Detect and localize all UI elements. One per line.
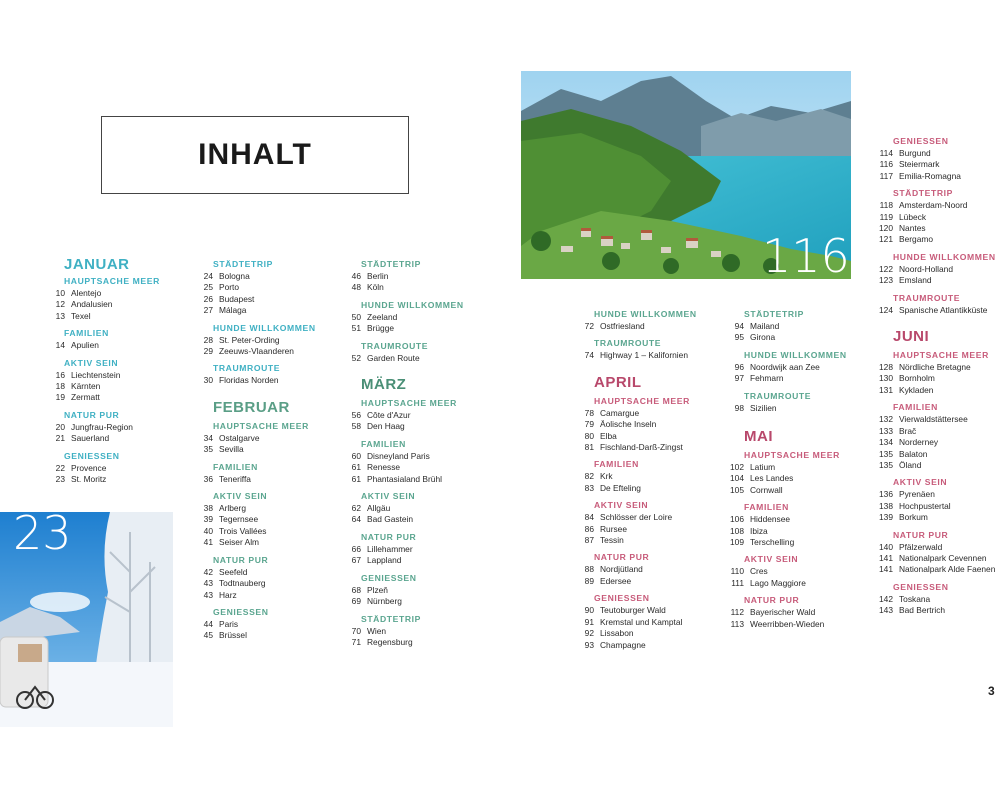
- list-item[interactable]: 35 Sevilla: [203, 444, 244, 455]
- category-heading: NATUR PUR: [361, 531, 417, 542]
- list-item[interactable]: 132 Vierwaldstättersee: [879, 414, 968, 425]
- list-item[interactable]: 69 Nürnberg: [351, 596, 402, 607]
- category-heading: FAMILIEN: [213, 461, 258, 472]
- category-heading: STÄDTETRIP: [361, 613, 421, 624]
- list-item[interactable]: 133 Brač: [879, 425, 917, 436]
- category-heading: TRAUMROUTE: [893, 292, 961, 303]
- month-heading: APRIL: [594, 373, 642, 391]
- list-item[interactable]: 140 Pfälzerwald: [879, 541, 943, 552]
- list-item[interactable]: 109 Terschelling: [730, 537, 795, 548]
- list-item[interactable]: 88 Nordjütland: [584, 564, 643, 575]
- page-title: INHALT: [198, 138, 312, 171]
- list-item[interactable]: 93 Champagne: [584, 639, 646, 650]
- category-heading: STÄDTETRIP: [213, 259, 273, 269]
- list-item[interactable]: 72 Ostfriesland: [584, 321, 645, 331]
- list-item[interactable]: 131 Kykladen: [879, 384, 934, 395]
- list-item[interactable]: 94 Mailand: [734, 321, 780, 331]
- list-item[interactable]: 123 Emsland: [879, 275, 932, 286]
- month-heading: JUNI: [893, 328, 930, 346]
- category-heading: GENIESSEN: [213, 606, 269, 617]
- list-item[interactable]: 28 St. Peter-Ording: [203, 334, 280, 345]
- list-item[interactable]: 141 Nationalpark Alde Faenen: [879, 564, 996, 575]
- list-item[interactable]: 67 Lappland: [351, 555, 402, 566]
- list-item[interactable]: 134 Norderney: [879, 437, 939, 448]
- category-heading: HUNDE WILLKOMMEN: [361, 299, 464, 310]
- list-item[interactable]: 87 Tessin: [584, 535, 624, 546]
- list-item[interactable]: 29 Zeeuws-Vlaanderen: [203, 346, 294, 357]
- list-item[interactable]: 21 Sauerland: [55, 433, 110, 444]
- category-heading: STÄDTETRIP: [361, 259, 421, 269]
- category-heading: NATUR PUR: [213, 554, 269, 565]
- list-item[interactable]: 86 Rursee: [584, 523, 627, 534]
- list-item[interactable]: 114 Burgund: [879, 148, 931, 158]
- list-item[interactable]: 112 Bayerischer Wald: [730, 607, 816, 618]
- category-heading: AKTIV SEIN: [64, 357, 119, 368]
- list-item[interactable]: 12 Andalusien: [55, 299, 113, 310]
- list-item[interactable]: 135 Öland: [879, 459, 922, 470]
- list-item[interactable]: 82 Krk: [584, 471, 613, 482]
- list-item[interactable]: 89 Edersee: [584, 575, 632, 586]
- list-item[interactable]: 44 Paris: [203, 618, 239, 629]
- list-item[interactable]: 84 Schlösser der Loire: [584, 512, 673, 523]
- list-item[interactable]: 20 Jungfrau-Region: [55, 421, 133, 432]
- lake-photo-number: 116: [762, 229, 850, 283]
- list-item[interactable]: 18 Kärnten: [55, 381, 101, 392]
- list-item[interactable]: 106 Hiddensee: [730, 514, 791, 525]
- list-item[interactable]: 19 Zermatt: [55, 392, 100, 403]
- list-item[interactable]: 22 Provence: [55, 462, 107, 473]
- category-heading: FAMILIEN: [361, 438, 406, 449]
- list-item[interactable]: 96 Noordwijk aan Zee: [734, 361, 820, 372]
- category-heading: NATUR PUR: [594, 552, 650, 563]
- category-heading: GENIESSEN: [361, 572, 417, 583]
- list-item[interactable]: 40 Trois Vallées: [203, 525, 267, 536]
- list-item[interactable]: 26 Budapest: [203, 293, 255, 304]
- list-item[interactable]: 124 Spanische Atlantikküste: [879, 304, 988, 315]
- list-item[interactable]: 95 Girona: [734, 332, 776, 343]
- list-item[interactable]: 118 Amsterdam-Noord: [879, 200, 968, 211]
- list-item[interactable]: 71 Regensburg: [351, 636, 413, 647]
- list-item[interactable]: 27 Málaga: [203, 305, 247, 316]
- toc-column-6: [866, 136, 996, 617]
- list-item[interactable]: 43 Todtnauberg: [203, 578, 266, 589]
- list-item[interactable]: 14 Apulien: [55, 340, 99, 351]
- toc-column-1: [44, 256, 160, 485]
- list-item[interactable]: 139 Borkum: [879, 512, 928, 523]
- list-item[interactable]: 91 Kremstal und Kamptal: [584, 616, 683, 627]
- list-item[interactable]: 10 Alentejo: [55, 288, 102, 298]
- list-item[interactable]: 38 Arlberg: [203, 503, 246, 514]
- category-heading: TRAUMROUTE: [213, 363, 281, 374]
- list-item[interactable]: 36 Teneriffa: [203, 473, 251, 484]
- list-item[interactable]: 45 Brüssel: [203, 630, 247, 641]
- list-item[interactable]: 102 Latium: [730, 462, 776, 473]
- list-item[interactable]: 113 Weerribben-Wieden: [730, 618, 825, 629]
- list-item[interactable]: 41 Seiser Alm: [203, 537, 260, 548]
- list-item[interactable]: 135 Balaton: [879, 448, 928, 459]
- list-item[interactable]: 138 Hochpustertal: [879, 500, 951, 511]
- list-item[interactable]: 64 Bad Gastein: [351, 514, 414, 525]
- list-item[interactable]: 39 Tegernsee: [203, 514, 259, 525]
- list-item[interactable]: 81 Fischland-Darß-Zingst: [584, 442, 683, 453]
- category-heading: HAUPTSACHE MEER: [213, 420, 309, 431]
- title-box: [101, 116, 409, 194]
- category-heading: HUNDE WILLKOMMEN: [213, 322, 316, 333]
- category-heading: HAUPTSACHE MEER: [361, 398, 457, 409]
- list-item[interactable]: 16 Liechtenstein: [55, 369, 121, 380]
- list-item[interactable]: 121 Bergamo: [879, 234, 933, 245]
- list-item[interactable]: 110 Cres: [730, 566, 768, 577]
- category-heading: STÄDTETRIP: [893, 188, 953, 199]
- page-number: 3: [988, 684, 995, 698]
- category-heading: NATUR PUR: [64, 409, 120, 420]
- list-item[interactable]: 79 Äolische Inseln: [584, 419, 657, 430]
- category-heading: TRAUMROUTE: [361, 340, 429, 351]
- toc-column-3: [340, 259, 464, 648]
- category-heading: AKTIV SEIN: [594, 500, 649, 511]
- category-heading: GENIESSEN: [594, 593, 650, 604]
- category-heading: HAUPTSACHE MEER: [594, 395, 690, 406]
- list-item[interactable]: 108 Ibiza: [730, 525, 768, 536]
- list-item[interactable]: 120 Nantes: [879, 223, 926, 234]
- list-item[interactable]: 104 Les Landes: [730, 473, 794, 484]
- category-heading: FAMILIEN: [893, 402, 938, 413]
- list-item[interactable]: 68 Plzeň: [351, 584, 388, 595]
- month-heading: FEBRUAR: [213, 398, 290, 416]
- list-item[interactable]: 43 Harz: [203, 589, 237, 600]
- category-heading: TRAUMROUTE: [744, 390, 812, 401]
- category-heading: GENIESSEN: [64, 450, 120, 461]
- list-item[interactable]: 51 Brügge: [351, 323, 395, 334]
- list-item[interactable]: 24 Bologna: [203, 271, 250, 281]
- list-item[interactable]: 122 Noord-Holland: [879, 263, 953, 274]
- list-item[interactable]: 117 Emilia-Romagna: [879, 170, 961, 181]
- list-item[interactable]: 128 Nördliche Bretagne: [879, 362, 971, 373]
- list-item[interactable]: 97 Fehmarn: [734, 373, 784, 384]
- list-item[interactable]: 90 Teutoburger Wald: [584, 605, 666, 616]
- list-item[interactable]: 116 Steiermark: [879, 159, 940, 170]
- category-heading: FAMILIEN: [64, 328, 109, 339]
- category-heading: GENIESSEN: [893, 136, 949, 146]
- list-item[interactable]: 98 Sizilien: [734, 402, 777, 413]
- list-item[interactable]: 13 Texel: [55, 310, 91, 321]
- list-item[interactable]: 61 Phantasialand Brühl: [351, 473, 442, 484]
- category-heading: HUNDE WILLKOMMEN: [893, 251, 996, 262]
- toc-column-5: [717, 309, 847, 630]
- month-heading: MÄRZ: [361, 376, 407, 394]
- list-item[interactable]: 141 Nationalpark Cevennen: [879, 552, 987, 563]
- list-item[interactable]: 83 De Efteling: [584, 482, 641, 493]
- category-heading: NATUR PUR: [744, 595, 800, 606]
- list-item[interactable]: 62 Allgäu: [351, 503, 391, 514]
- list-item[interactable]: 80 Elba: [584, 430, 617, 441]
- category-heading: HAUPTSACHE MEER: [64, 276, 160, 286]
- category-heading: GENIESSEN: [893, 581, 949, 592]
- category-heading: AKTIV SEIN: [213, 491, 268, 502]
- list-item[interactable]: 119 Lübeck: [879, 211, 927, 222]
- category-heading: FAMILIEN: [594, 459, 639, 470]
- category-heading: AKTIV SEIN: [893, 477, 948, 488]
- list-item[interactable]: 78 Camargue: [584, 407, 640, 418]
- list-item[interactable]: 23 St. Moritz: [55, 474, 107, 485]
- list-item[interactable]: 46 Berlin: [351, 271, 389, 281]
- list-item[interactable]: 30 Floridas Norden: [203, 375, 279, 386]
- list-item[interactable]: 61 Renesse: [351, 462, 401, 473]
- list-item[interactable]: 42 Seefeld: [203, 566, 248, 577]
- category-heading: HUNDE WILLKOMMEN: [594, 309, 697, 319]
- list-item[interactable]: 105 Cornwall: [730, 484, 783, 495]
- list-item[interactable]: 111 Lago Maggiore: [731, 577, 806, 588]
- list-item[interactable]: 48 Köln: [351, 282, 384, 293]
- list-item[interactable]: 74 Highway 1 – Kalifornien: [584, 350, 688, 361]
- toc-column-4: [573, 309, 697, 651]
- category-heading: AKTIV SEIN: [744, 554, 799, 565]
- list-item[interactable]: 143 Bad Bertrich: [879, 605, 946, 616]
- list-item[interactable]: 50 Zeeland: [351, 311, 398, 322]
- list-item[interactable]: 66 Lillehammer: [351, 543, 413, 554]
- category-heading: FAMILIEN: [744, 502, 789, 513]
- list-item[interactable]: 58 Den Haag: [351, 421, 405, 432]
- list-item[interactable]: 130 Bornholm: [879, 373, 935, 384]
- snow-photo-number: 23: [13, 506, 72, 560]
- list-item[interactable]: 34 Ostalgarve: [203, 432, 260, 443]
- category-heading: HUNDE WILLKOMMEN: [744, 349, 847, 360]
- list-item[interactable]: 52 Garden Route: [351, 352, 420, 363]
- category-heading: STÄDTETRIP: [744, 309, 804, 319]
- month-heading: MAI: [744, 428, 773, 446]
- list-item[interactable]: 25 Porto: [203, 282, 240, 293]
- list-item[interactable]: 56 Côte d'Azur: [351, 410, 411, 421]
- list-item[interactable]: 136 Pyrenäen: [879, 489, 935, 500]
- list-item[interactable]: 70 Wien: [351, 625, 387, 636]
- list-item[interactable]: 92 Lissabon: [584, 628, 634, 639]
- category-heading: HAUPTSACHE MEER: [893, 350, 989, 361]
- category-heading: HAUPTSACHE MEER: [744, 450, 840, 461]
- list-item[interactable]: 142 Toskana: [879, 593, 931, 604]
- list-item[interactable]: 60 Disneyland Paris: [351, 450, 430, 461]
- category-heading: AKTIV SEIN: [361, 491, 416, 502]
- category-heading: NATUR PUR: [893, 529, 949, 540]
- month-heading: JANUAR: [64, 256, 130, 273]
- toc-column-2: [192, 259, 316, 642]
- category-heading: TRAUMROUTE: [594, 338, 662, 349]
